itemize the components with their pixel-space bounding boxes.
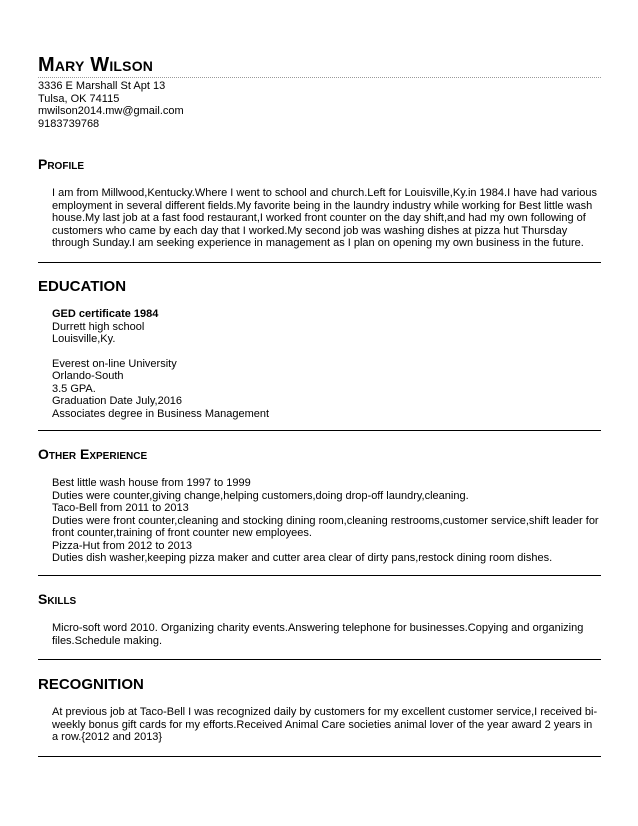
edu1-location: Louisville,Ky.	[52, 333, 116, 345]
recognition-divider	[38, 756, 601, 757]
contact-city: Tulsa, OK 74115	[38, 92, 120, 105]
skills-text: Micro-soft word 2010. Organizing charity events.Answering telephone for businesses.Copying and organizing files.Schedule making.	[52, 622, 584, 647]
edu1-school: Durrett high school	[52, 320, 145, 333]
experience-line: Duties were counter,giving change,helping customers,doing drop-off laundry,cleaning.	[52, 489, 469, 502]
education-body	[52, 308, 600, 420]
recognition-heading: RECOGNITION	[38, 676, 144, 693]
name-divider	[38, 77, 601, 78]
experience-divider	[38, 575, 601, 576]
experience-line: Best little wash house from 1997 to 1999	[52, 477, 251, 489]
experience-heading: Other Experience	[38, 446, 148, 462]
experience-line: Duties dish washer,keeping pizza maker and cutter area clear of dirty pans,restock dining room dishes.	[52, 552, 553, 564]
candidate-name: Mary Wilson	[38, 54, 154, 76]
experience-line: Taco-Bell from 2011 to 2013	[52, 502, 189, 514]
contact-email: mwilson2014.mw@gmail.com	[38, 105, 184, 117]
profile-heading: Profile	[38, 156, 85, 172]
profile-divider	[38, 262, 601, 263]
experience-line: Pizza-Hut from 2012 to 2013	[52, 539, 193, 552]
skills-heading: Skills	[38, 591, 77, 607]
edu2-school: Everest on-line University	[52, 357, 177, 370]
contact-phone: 9183739768	[38, 117, 100, 130]
edu2-degree: Associates degree in Business Management	[52, 407, 270, 420]
skills-divider	[38, 659, 601, 660]
education-heading: EDUCATION	[38, 278, 127, 295]
edu2-graduation: Graduation Date July,2016	[52, 395, 183, 407]
experience-line: Duties were front counter,cleaning and stocking dining room,cleaning restrooms,customer service,shift leader for front counter,training of front counter new employees.	[52, 514, 599, 539]
profile-text: I am from Millwood,Kentucky.Where I went to school and church.Left for Louisville,Ky.in 1984.I have had various employment in several different fields.My favorite being in the laundry industry while working for Best little wash house.My last job at a fast food restaurant,I worked front counter on the day shift,and had my own following of customers who came by each day that I worked.My second job was washing dishes at pizza hut Thursday through Sunday.I am seeking experience in management as I plan on opening my own business in the future.	[52, 187, 597, 249]
edu1-degree: GED certificate 1984	[52, 308, 159, 320]
contact-block	[38, 80, 184, 130]
recognition-text: At previous job at Taco-Bell I was recognized daily by customers for my excellent customer service,I received bi-weekly bonus gift cards for my efforts.Received Animal Care societies animal lover of the year award 2 years in a row.{2012 and 2013}	[52, 706, 598, 743]
contact-address: 3336 E Marshall St Apt 13	[38, 80, 166, 92]
edu2-gpa: 3.5 GPA.	[52, 382, 96, 395]
experience-body	[52, 477, 600, 565]
edu2-campus: Orlando-South	[52, 370, 124, 382]
education-divider	[38, 430, 601, 431]
